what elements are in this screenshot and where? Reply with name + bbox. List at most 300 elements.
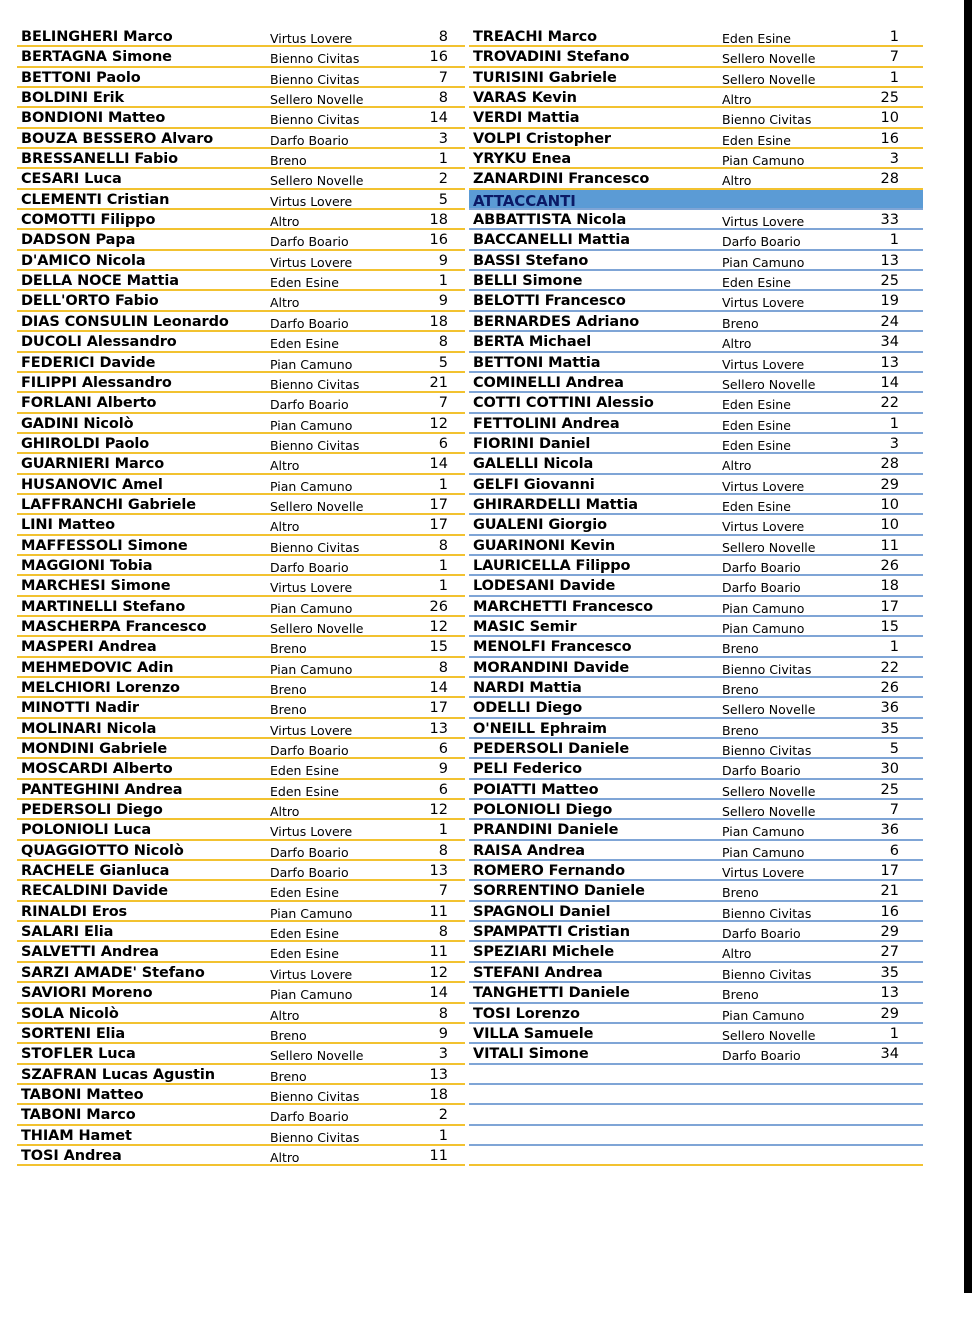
team-name: Altro <box>722 336 752 352</box>
player-name: SALVETTI Andrea <box>21 944 159 961</box>
table-row <box>469 861 923 881</box>
player-name: VARAS Kevin <box>473 90 577 107</box>
table-row <box>469 515 923 535</box>
team-name: Darfo Boario <box>722 763 801 779</box>
player-name: DIAS CONSULIN Leonardo <box>21 313 229 330</box>
team-name: Eden Esine <box>270 885 339 901</box>
player-name: CLEMENTI Cristian <box>21 191 170 208</box>
table-row <box>17 353 465 373</box>
player-number: 14 <box>429 456 448 473</box>
table-row <box>17 861 465 881</box>
player-number: 1 <box>889 639 899 656</box>
team-name: Darfo Boario <box>270 1109 349 1125</box>
team-name: Sellero Novelle <box>722 804 816 820</box>
player-name: SPEZIARI Michele <box>473 944 615 961</box>
player-name: GUARNIERI Marco <box>21 456 165 473</box>
player-name: SZAFRAN Lucas Agustin <box>21 1066 215 1083</box>
player-name: COTTI COTTINI Alessio <box>473 395 654 412</box>
table-row <box>17 393 465 413</box>
player-number: 10 <box>880 110 899 127</box>
table-row <box>17 454 465 474</box>
table-row <box>469 597 923 617</box>
player-number: 28 <box>880 456 899 473</box>
team-name: Bienno Civitas <box>270 71 360 87</box>
team-name: Sellero Novelle <box>722 783 816 799</box>
player-number: 8 <box>438 924 448 941</box>
player-name: MOLINARI Nicola <box>21 720 157 737</box>
table-row <box>469 983 923 1003</box>
player-name: MENOLFI Francesco <box>473 639 632 656</box>
player-number: 17 <box>429 700 448 717</box>
team-name: Virtus Lovere <box>270 254 353 270</box>
team-name: Sellero Novelle <box>270 173 364 189</box>
team-name: Darfo Boario <box>270 743 349 759</box>
table-row <box>469 353 923 373</box>
table-row <box>469 800 923 820</box>
team-name: Pian Camuno <box>270 905 353 921</box>
table-row <box>469 169 923 189</box>
player-name: POIATTI Matteo <box>473 781 599 798</box>
team-name: Breno <box>722 885 759 901</box>
team-name: Virtus Lovere <box>722 356 805 372</box>
player-number: 14 <box>880 374 899 391</box>
player-number: 7 <box>438 395 448 412</box>
player-name: RAISA Andrea <box>473 842 585 859</box>
player-name: SALARI Elia <box>21 924 114 941</box>
player-name: FIORINI Daniel <box>473 435 591 452</box>
team-name: Altro <box>270 804 300 820</box>
table-row <box>469 963 923 983</box>
table-row <box>17 1024 465 1044</box>
player-name: PANTEGHINI Andrea <box>21 781 183 798</box>
player-name: QUAGGIOTTO Nicolò <box>21 842 184 859</box>
player-number: 5 <box>889 741 899 758</box>
player-number: 8 <box>438 842 448 859</box>
table-row <box>469 373 923 393</box>
player-number: 17 <box>429 496 448 513</box>
team-name: Eden Esine <box>270 336 339 352</box>
team-name: Sellero Novelle <box>722 539 816 555</box>
player-number: 35 <box>880 964 899 981</box>
table-row <box>469 820 923 840</box>
table-row <box>17 1126 465 1146</box>
player-number: 29 <box>880 924 899 941</box>
player-name: LAURICELLA Filippo <box>473 557 631 574</box>
player-name: GELFI Giovanni <box>473 476 595 493</box>
team-name: Eden Esine <box>270 946 339 962</box>
table-row <box>17 1065 465 1085</box>
player-name: BRESSANELLI Fabio <box>21 151 178 168</box>
player-number: 8 <box>438 537 448 554</box>
team-name: Virtus Lovere <box>722 519 805 535</box>
team-name: Darfo Boario <box>270 865 349 881</box>
table-row <box>17 495 465 515</box>
player-name: BOLDINI Erik <box>21 90 125 107</box>
player-name: SAVIORI Moreno <box>21 985 153 1002</box>
player-name: DELLA NOCE Mattia <box>21 273 179 290</box>
player-name: BOUZA BESSERO Alvaro <box>21 130 214 147</box>
player-number: 36 <box>880 822 899 839</box>
table-row <box>469 1024 923 1044</box>
table-row <box>469 332 923 352</box>
player-number: 33 <box>880 212 899 229</box>
player-name: BERTA Michael <box>473 334 592 351</box>
player-name: LAFFRANCHI Gabriele <box>21 496 196 513</box>
table-row <box>469 902 923 922</box>
team-name: Bienno Civitas <box>270 1129 360 1145</box>
player-number: 22 <box>880 659 899 676</box>
player-name: MORANDINI Davide <box>473 659 630 676</box>
player-name: TABONI Marco <box>21 1107 136 1124</box>
team-name: Altro <box>722 458 752 474</box>
team-name: Virtus Lovere <box>270 722 353 738</box>
table-row <box>469 88 923 108</box>
team-name: Virtus Lovere <box>270 580 353 596</box>
player-number: 7 <box>438 883 448 900</box>
player-number: 7 <box>889 802 899 819</box>
player-name: TREACHI Marco <box>473 29 598 45</box>
table-row <box>17 190 465 210</box>
team-name: Darfo Boario <box>270 559 349 575</box>
team-name: Eden Esine <box>722 397 791 413</box>
team-name: Eden Esine <box>270 926 339 942</box>
team-name: Breno <box>270 702 307 718</box>
team-name: Virtus Lovere <box>722 214 805 230</box>
team-name: Altro <box>270 295 300 311</box>
team-name: Altro <box>270 1149 300 1165</box>
table-row <box>17 1044 465 1064</box>
table-row <box>469 434 923 454</box>
table-row <box>469 1044 923 1064</box>
team-name: Pian Camuno <box>722 153 805 169</box>
player-name: MONDINI Gabriele <box>21 741 168 758</box>
table-row <box>17 1146 465 1166</box>
player-name: TABONI Matteo <box>21 1086 144 1103</box>
table-row <box>17 637 465 657</box>
team-name: Bienno Civitas <box>270 437 360 453</box>
table-row <box>469 658 923 678</box>
player-number: 18 <box>429 212 448 229</box>
player-number: 26 <box>429 598 448 615</box>
player-name: TANGHETTI Daniele <box>473 985 630 1002</box>
player-name: SORTENI Elia <box>21 1025 126 1042</box>
player-name: THIAM Hamet <box>21 1127 132 1144</box>
player-name: TOSI Andrea <box>21 1147 122 1164</box>
table-row <box>469 129 923 149</box>
right-player-table <box>469 27 923 1166</box>
player-name: O'NEILL Ephraim <box>473 720 607 737</box>
player-number: 1 <box>889 69 899 86</box>
table-row <box>469 556 923 576</box>
team-name: Pian Camuno <box>722 1007 805 1023</box>
player-name: RACHELE Gianluca <box>21 863 170 880</box>
team-name: Sellero Novelle <box>722 51 816 67</box>
player-name: SOLA Nicolò <box>21 1005 119 1022</box>
player-name: BERNARDES Adriano <box>473 313 640 330</box>
table-row <box>17 678 465 698</box>
team-name: Darfo Boario <box>270 132 349 148</box>
player-number: 16 <box>880 903 899 920</box>
team-name: Pian Camuno <box>722 824 805 840</box>
empty-row <box>469 1065 923 1085</box>
team-name: Virtus Lovere <box>722 295 805 311</box>
player-name: MARTINELLI Stefano <box>21 598 186 615</box>
player-number: 2 <box>438 171 448 188</box>
player-name: MINOTTI Nadir <box>21 700 139 717</box>
player-name: SPAGNOLI Daniel <box>473 903 611 920</box>
player-name: CESARI Luca <box>21 171 122 188</box>
player-number: 10 <box>880 496 899 513</box>
player-name: NARDI Mattia <box>473 680 582 696</box>
player-name: POLONIOLI Luca <box>21 822 152 839</box>
player-name: BELOTTI Francesco <box>473 293 626 310</box>
table-row <box>17 759 465 779</box>
table-row <box>17 271 465 291</box>
table-row <box>17 698 465 718</box>
player-name: BACCANELLI Mattia <box>473 232 630 249</box>
table-row <box>469 698 923 718</box>
player-number: 1 <box>438 1127 448 1144</box>
table-row <box>17 800 465 820</box>
table-row <box>469 291 923 311</box>
table-row <box>17 881 465 901</box>
table-row <box>17 617 465 637</box>
team-name: Breno <box>722 682 759 697</box>
player-name: BASSI Stefano <box>473 252 589 269</box>
player-name: VOLPI Cristopher <box>473 130 611 147</box>
team-name: Breno <box>722 315 759 331</box>
team-name: Altro <box>270 458 300 474</box>
player-name: VILLA Samuele <box>473 1025 594 1042</box>
player-name: MASIC Semir <box>473 618 577 635</box>
player-number: 6 <box>889 842 899 859</box>
player-name: TURISINI Gabriele <box>473 69 617 86</box>
player-name: MARCHESI Simone <box>21 578 171 595</box>
team-name: Breno <box>270 641 307 657</box>
player-number: 26 <box>880 680 899 696</box>
team-name: Darfo Boario <box>270 844 349 860</box>
page-edge <box>964 0 972 1293</box>
table-row <box>17 475 465 495</box>
player-number: 35 <box>880 720 899 737</box>
player-name: GHIROLDI Paolo <box>21 435 150 452</box>
table-row <box>17 597 465 617</box>
player-number: 8 <box>438 90 448 107</box>
player-name: COMOTTI Filippo <box>21 212 156 229</box>
team-name: Sellero Novelle <box>722 71 816 87</box>
player-name: MEHMEDOVIC Adin <box>21 659 174 676</box>
team-name: Darfo Boario <box>722 559 801 575</box>
player-name: FILIPPI Alessandro <box>21 374 172 391</box>
player-name: YRYKU Enea <box>473 151 572 168</box>
player-number: 3 <box>889 435 899 452</box>
player-name: DADSON Papa <box>21 232 136 249</box>
empty-row <box>469 1146 923 1166</box>
player-name: DUCOLI Alessandro <box>21 334 177 351</box>
team-name: Eden Esine <box>722 132 791 148</box>
player-name: DELL'ORTO Fabio <box>21 293 159 310</box>
player-number: 13 <box>429 863 448 880</box>
team-name: Darfo Boario <box>722 926 801 942</box>
team-name: Bienno Civitas <box>722 905 812 921</box>
team-name: Sellero Novelle <box>270 1048 364 1064</box>
player-number: 9 <box>438 293 448 310</box>
player-number: 15 <box>880 618 899 635</box>
player-number: 29 <box>880 476 899 493</box>
table-row <box>17 88 465 108</box>
player-number: 9 <box>438 1025 448 1042</box>
player-number: 16 <box>880 130 899 147</box>
player-number: 12 <box>429 415 448 432</box>
table-row <box>469 841 923 861</box>
player-name: ZANARDINI Francesco <box>473 171 650 188</box>
team-name: Sellero Novelle <box>270 620 364 636</box>
player-number: 17 <box>429 517 448 534</box>
player-name: ABBATTISTA Nicola <box>473 212 627 229</box>
table-row <box>17 942 465 962</box>
team-name: Pian Camuno <box>722 254 805 270</box>
player-number: 14 <box>429 680 448 696</box>
table-row <box>469 454 923 474</box>
team-name: Altro <box>722 92 752 108</box>
player-number: 17 <box>880 598 899 615</box>
player-number: 17 <box>880 863 899 880</box>
player-name: D'AMICO Nicola <box>21 252 146 269</box>
team-name: Pian Camuno <box>270 987 353 1003</box>
team-name: Breno <box>270 682 307 697</box>
team-name: Altro <box>270 1007 300 1023</box>
player-number: 9 <box>438 761 448 778</box>
player-number: 25 <box>880 781 899 798</box>
player-name: TOSI Lorenzo <box>473 1005 580 1022</box>
player-number: 5 <box>438 354 448 371</box>
team-name: Eden Esine <box>270 783 339 799</box>
player-name: MOSCARDI Alberto <box>21 761 173 778</box>
player-name: PELI Federico <box>473 761 582 778</box>
player-number: 1 <box>889 29 899 45</box>
table-row <box>469 108 923 128</box>
player-number: 1 <box>438 822 448 839</box>
team-name: Sellero Novelle <box>270 92 364 108</box>
player-name: BETTONI Mattia <box>473 354 601 371</box>
team-name: Sellero Novelle <box>270 498 364 514</box>
team-name: Darfo Boario <box>270 234 349 250</box>
table-row <box>17 576 465 596</box>
table-row <box>17 434 465 454</box>
player-number: 8 <box>438 29 448 45</box>
player-name: LODESANI Davide <box>473 578 616 595</box>
player-number: 6 <box>438 781 448 798</box>
team-name: Darfo Boario <box>722 234 801 250</box>
table-row <box>17 780 465 800</box>
player-number: 12 <box>429 802 448 819</box>
player-number: 11 <box>429 903 448 920</box>
team-name: Pian Camuno <box>270 478 353 494</box>
player-number: 8 <box>438 659 448 676</box>
team-name: Bienno Civitas <box>722 661 812 677</box>
player-name: POLONIOLI Diego <box>473 802 613 819</box>
player-number: 1 <box>438 578 448 595</box>
table-row <box>469 922 923 942</box>
player-number: 22 <box>880 395 899 412</box>
player-number: 27 <box>880 944 899 961</box>
player-number: 36 <box>880 700 899 717</box>
player-name: HUSANOVIC Amel <box>21 476 163 493</box>
player-name: STEFANI Andrea <box>473 964 603 981</box>
team-name: Breno <box>270 1027 307 1043</box>
player-name: BERTAGNA Simone <box>21 49 172 66</box>
empty-row <box>469 1105 923 1125</box>
player-name: GHIRARDELLI Mattia <box>473 496 638 513</box>
player-name: GALELLI Nicola <box>473 456 594 473</box>
team-name: Breno <box>722 722 759 738</box>
team-name: Virtus Lovere <box>722 865 805 881</box>
player-number: 1 <box>889 1025 899 1042</box>
player-name: LINI Matteo <box>21 517 115 534</box>
player-name: VERDI Mattia <box>473 110 580 127</box>
player-number: 16 <box>429 232 448 249</box>
player-number: 24 <box>880 313 899 330</box>
table-row <box>469 719 923 739</box>
team-name: Breno <box>722 987 759 1003</box>
player-number: 15 <box>429 639 448 656</box>
table-row <box>469 68 923 88</box>
team-name: Darfo Boario <box>722 1048 801 1064</box>
table-row <box>17 902 465 922</box>
empty-row <box>469 1085 923 1105</box>
table-row <box>17 291 465 311</box>
team-name: Pian Camuno <box>722 600 805 616</box>
player-number: 3 <box>889 151 899 168</box>
empty-row <box>469 1126 923 1146</box>
team-name: Pian Camuno <box>270 417 353 433</box>
team-name: Pian Camuno <box>270 600 353 616</box>
player-number: 34 <box>880 1046 899 1063</box>
player-name: ROMERO Fernando <box>473 863 625 880</box>
team-name: Breno <box>270 1068 307 1084</box>
table-row <box>17 515 465 535</box>
table-row <box>17 210 465 230</box>
section-title: ATTACCANTI <box>473 191 576 210</box>
table-row <box>17 658 465 678</box>
player-number: 8 <box>438 334 448 351</box>
table-row <box>17 841 465 861</box>
player-number: 16 <box>429 49 448 66</box>
team-name: Pian Camuno <box>270 356 353 372</box>
table-row <box>17 1004 465 1024</box>
player-number: 13 <box>429 720 448 737</box>
team-name: Darfo Boario <box>270 315 349 331</box>
table-row <box>17 556 465 576</box>
team-name: Bienno Civitas <box>270 51 360 67</box>
player-number: 10 <box>880 517 899 534</box>
team-name: Eden Esine <box>722 437 791 453</box>
team-name: Breno <box>722 641 759 657</box>
table-row <box>469 739 923 759</box>
player-name: SARZI AMADE' Stefano <box>21 964 205 981</box>
team-name: Eden Esine <box>722 498 791 514</box>
table-row <box>469 617 923 637</box>
table-row <box>469 47 923 67</box>
table-row <box>469 393 923 413</box>
player-number: 21 <box>880 883 899 900</box>
table-row <box>469 780 923 800</box>
player-number: 18 <box>880 578 899 595</box>
player-number: 18 <box>429 313 448 330</box>
player-number: 1 <box>438 476 448 493</box>
player-name: GUALENI Giorgio <box>473 517 607 534</box>
table-row <box>469 759 923 779</box>
